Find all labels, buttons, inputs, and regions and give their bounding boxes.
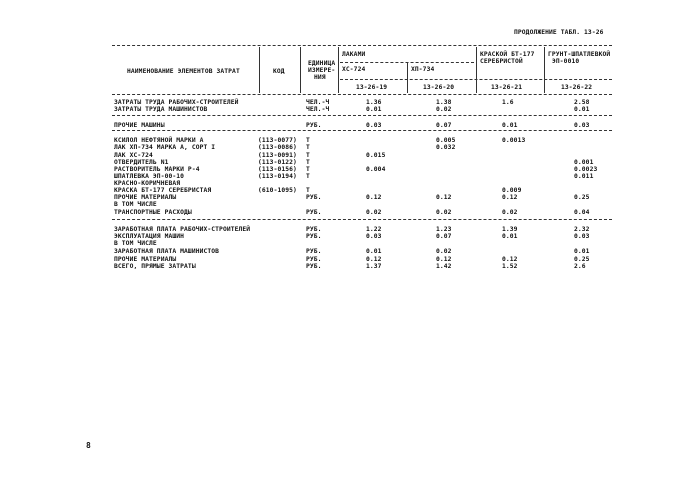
row-code: (113-0194) (258, 173, 297, 180)
row-name: ВСЕГО, ПРЯМЫЕ ЗАТРАТЫ (114, 263, 196, 270)
header-lacquers: ЛАКАМИ (342, 51, 366, 58)
row-value: 0.032 (436, 144, 456, 151)
row-value: 0.0023 (574, 166, 598, 173)
header-primer-1: ГРУНТ-ШПАТЛЕВКОЙ (548, 51, 611, 58)
row-unit: ЧЕЛ.-Ч (306, 99, 330, 106)
row-name: ЗАТРАТЫ ТРУДА МАШИНИСТОВ (114, 106, 208, 113)
row-value: 0.07 (436, 233, 452, 240)
row-value: 0.01 (574, 248, 590, 255)
row-value: 0.02 (502, 209, 518, 216)
row-unit: Т (306, 173, 310, 180)
row-unit: Т (306, 166, 310, 173)
row-unit: РУБ. (306, 263, 322, 270)
col-separator (300, 47, 301, 93)
col-number-19: 13-26-19 (356, 84, 388, 91)
row-unit: РУБ. (306, 209, 322, 216)
row-name: КРАСНО-КОРИЧНЕВАЯ (114, 180, 181, 187)
row-unit: РУБ. (306, 122, 322, 129)
row-value: 1.37 (366, 263, 382, 270)
row-unit: Т (306, 144, 310, 151)
col-separator (544, 47, 545, 93)
row-value: 0.004 (366, 166, 386, 173)
row-code: (113-0122) (258, 159, 297, 166)
row-value: 1.22 (366, 226, 382, 233)
row-value: 0.12 (436, 256, 452, 263)
row-value: 1.38 (436, 99, 452, 106)
row-name: В ТОМ ЧИСЛЕ (114, 240, 157, 247)
header-primer-2: ЭП-0010 (552, 58, 580, 65)
row-value: 0.01 (502, 233, 518, 240)
row-unit: Т (306, 159, 310, 166)
row-name: ЛАК ХП-734 МАРКА А, СОРТ I (114, 144, 216, 151)
row-value: 0.03 (366, 122, 382, 129)
row-name: ПРОЧИЕ МАТЕРИАЛЫ (114, 256, 177, 263)
row-value: 0.25 (574, 194, 590, 201)
row-value: 1.39 (502, 226, 518, 233)
header-lacquers-rule (340, 62, 474, 63)
col-separator (338, 47, 339, 93)
row-name: ТРАНСПОРТНЫЕ РАСХОДЫ (114, 209, 192, 216)
row-value: 0.01 (366, 248, 382, 255)
row-value: 1.36 (366, 99, 382, 106)
col-separator (407, 63, 408, 93)
row-value: 0.0013 (502, 137, 526, 144)
col-separator (476, 47, 477, 93)
section-rule-2 (112, 130, 612, 131)
header-paint-2: СЕРЕБРИСТОЙ (480, 58, 523, 65)
row-unit: РУБ. (306, 256, 322, 263)
row-value: 0.07 (436, 122, 452, 129)
row-value: 2.32 (574, 226, 590, 233)
row-value: 0.03 (574, 233, 590, 240)
row-unit: Т (306, 187, 310, 194)
row-name: ЗАРАБОТНАЯ ПЛАТА РАБОЧИХ-СТРОИТЕЛЕЙ (114, 226, 251, 233)
row-name: ШПАТЛЕВКА ЭП-00-10 (114, 173, 185, 180)
row-value: 0.04 (574, 209, 590, 216)
header-top-rule (112, 45, 612, 46)
col-separator (259, 47, 260, 93)
row-code: (113-0091) (258, 152, 297, 159)
header-xp734: ХП-734 (411, 66, 435, 73)
row-value: 0.03 (366, 233, 382, 240)
row-name: РАСТВОРИТЕЛЬ МАРКИ Р-4 (114, 166, 200, 173)
row-unit: РУБ. (306, 233, 322, 240)
page-number: 8 (86, 441, 91, 450)
row-value: 0.009 (502, 187, 522, 194)
row-name: КРАСКА БТ-177 СЕРЕБРИСТАЯ (114, 187, 212, 194)
row-value: 0.02 (436, 106, 452, 113)
row-value: 2.6 (574, 263, 586, 270)
section-rule-3 (112, 219, 612, 220)
row-value: 0.25 (574, 256, 590, 263)
row-value: 2.58 (574, 99, 590, 106)
section-rule-1 (112, 115, 612, 116)
row-name: ЗАТРАТЫ ТРУДА РАБОЧИХ-СТРОИТЕЛЕЙ (114, 99, 239, 106)
row-code: (113-0086) (258, 144, 297, 151)
row-value: 1.6 (502, 99, 514, 106)
row-value: 0.01 (502, 122, 518, 129)
row-unit: РУБ. (306, 226, 322, 233)
row-value: 1.52 (502, 263, 518, 270)
row-code: (610-1095) (258, 187, 297, 194)
row-value: 0.001 (574, 159, 594, 166)
row-code: (113-0077) (258, 137, 297, 144)
row-value: 0.005 (436, 137, 456, 144)
row-value: 1.23 (436, 226, 452, 233)
row-value: 1.42 (436, 263, 452, 270)
row-value: 0.02 (436, 248, 452, 255)
row-value: 0.015 (366, 152, 386, 159)
header-name: НАИМЕНОВАНИЕ ЭЛЕМЕНТОВ ЗАТРАТ (127, 68, 240, 75)
row-unit: Т (306, 152, 310, 159)
row-name: ЛАК ХС-724 (114, 152, 153, 159)
row-name: ОТВЕРДИТЕЛЬ N1 (114, 159, 169, 166)
header-paint-1: КРАСКОЙ БТ-177 (480, 51, 535, 58)
header-xc724: ХС-724 (342, 66, 366, 73)
row-name: ЗАРАБОТНАЯ ПЛАТА МАШИНИСТОВ (114, 248, 220, 255)
row-code: (113-0156) (258, 166, 297, 173)
row-value: 0.02 (436, 209, 452, 216)
continuation-title: ПРОДОЛЖЕНИЕ ТАБЛ. 13-26 (514, 29, 604, 36)
row-value: 0.01 (574, 106, 590, 113)
row-unit: РУБ. (306, 248, 322, 255)
row-name: ПРОЧИЕ МАТЕРИАЛЫ (114, 194, 177, 201)
row-value: 0.011 (574, 173, 594, 180)
col-number-22: 13-26-22 (561, 84, 593, 91)
row-unit: Т (306, 137, 310, 144)
row-value: 0.12 (502, 256, 518, 263)
header-code: КОД (273, 68, 285, 75)
header-unit-2: ИЗМЕРЕ- (308, 67, 336, 74)
row-name: В ТОМ ЧИСЛЕ (114, 201, 157, 208)
header-unit-3: НИЯ (314, 74, 326, 81)
row-value: 0.12 (436, 194, 452, 201)
row-name: ПРОЧИЕ МАШИНЫ (114, 122, 165, 129)
row-name: ЭКСПЛУАТАЦИЯ МАШИН (114, 233, 185, 240)
row-value: 0.12 (366, 194, 382, 201)
header-unit-1: ЕДИНИЦА (308, 60, 336, 67)
header-bottom-rule (112, 94, 612, 95)
row-unit: РУБ. (306, 194, 322, 201)
col-number-21: 13-26-21 (491, 84, 523, 91)
row-value: 0.01 (366, 106, 382, 113)
col-number-20: 13-26-20 (423, 84, 455, 91)
row-unit: ЧЕЛ.-Ч (306, 106, 330, 113)
row-value: 0.12 (366, 256, 382, 263)
row-value: 0.02 (366, 209, 382, 216)
row-name: КСИЛОЛ НЕФТЯНОЙ МАРКИ А (114, 137, 204, 144)
row-value: 0.12 (502, 194, 518, 201)
row-value: 0.03 (574, 122, 590, 129)
